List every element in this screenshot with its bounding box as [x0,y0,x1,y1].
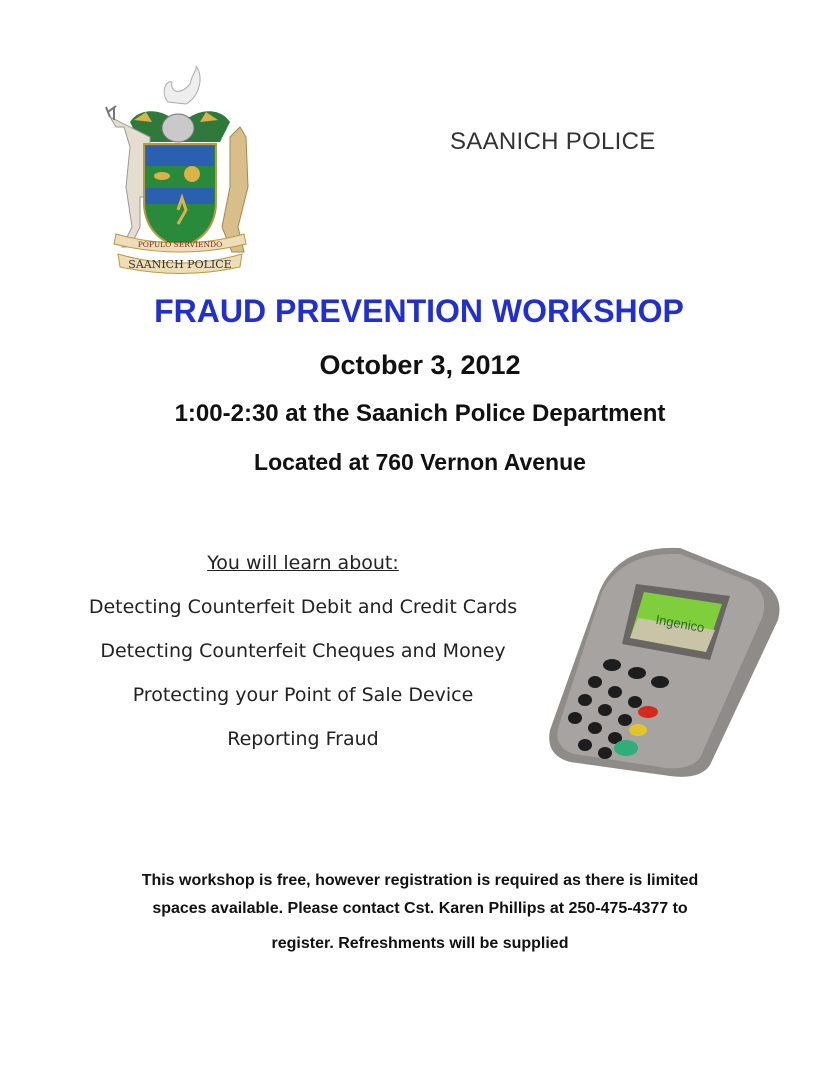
saanich-police-crest-logo [100,62,260,277]
event-time-place: 1:00-2:30 at the Saanich Police Department [174,400,666,427]
event-location: Located at 760 Vernon Avenue [254,449,586,475]
topic-item: Reporting Fraud [227,728,379,750]
topics-heading: You will learn about: [207,552,399,574]
topic-item: Detecting Counterfeit Debit and Credit Cards [88,596,518,618]
point-of-sale-terminal-image [540,540,790,780]
crest-motto: POPULO SERVIENDO [137,240,223,249]
footer-line: spaces available. Please contact Cst. Karen Phillips at 250-475-4377 to [152,900,688,917]
topic-item: Protecting your Point of Sale Device [132,684,474,706]
footer-line: register. Refreshments will be supplied [271,935,569,952]
footer-line: This workshop is free, however registration is required as there is limited [141,872,699,889]
organization-name: SAANICH POLICE [450,128,656,155]
workshop-title: FRAUD PREVENTION WORKSHOP [154,293,684,329]
crest-banner: SAANICH POLICE [128,258,232,271]
event-date: October 3, 2012 [319,350,521,380]
topic-item: Detecting Counterfeit Cheques and Money [100,640,506,662]
device-brand: Ingenico [654,611,706,636]
